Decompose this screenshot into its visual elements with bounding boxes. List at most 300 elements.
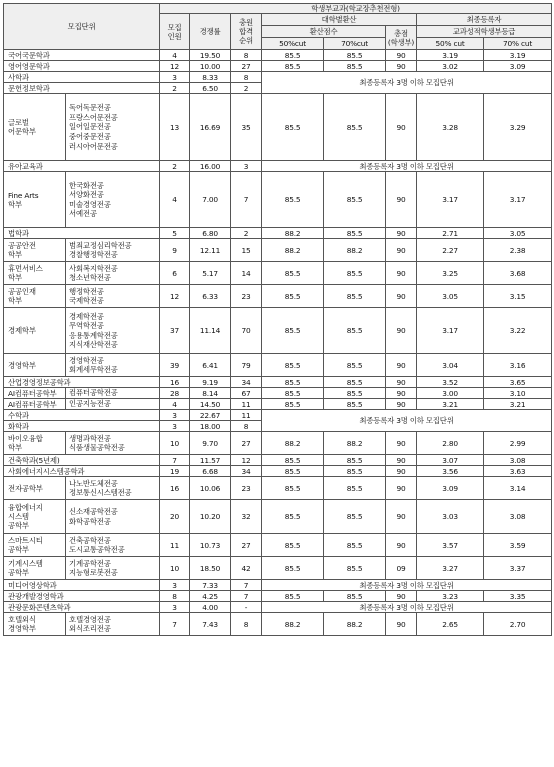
cut50-cell: 85.5 [262,466,324,477]
cut50-cell: 85.5 [262,172,324,228]
waitlist-cell: 3 [231,161,262,172]
major-item: 한국화전공 [69,180,104,190]
grade50-cell: 3.04 [417,354,484,377]
total-cell: 90 [386,308,417,354]
major-item: 식품생물공학전공 [69,443,125,453]
table-row [4,591,552,602]
grade70-cell: 3.14 [484,477,552,500]
total-cell: 90 [386,50,417,61]
waitlist-cell: 79 [231,354,262,377]
waitlist-cell: 34 [231,377,262,388]
quota-cell: 3 [160,602,190,613]
major-item: 독어독문전공 [69,103,111,113]
quota-cell: 6 [160,262,190,285]
unit-name: 호텔외식 경영학부 [4,613,66,636]
major-list [66,613,160,636]
total-cell: 90 [386,534,417,557]
total-cell: 90 [386,591,417,602]
grade70-cell: 2.38 [484,239,552,262]
total-cell: 90 [386,500,417,534]
table-row [4,399,552,410]
waitlist-cell: 35 [231,94,262,161]
major-item: 서양화전공 [69,190,104,200]
table-row [4,466,552,477]
grade50-cell: 3.27 [417,557,484,580]
waitlist-cell: 27 [231,432,262,455]
admission-results-table [3,3,552,636]
unit-name: 산업경영정보공학과 [4,377,160,388]
total-cell: 90 [386,466,417,477]
table-row [4,262,552,285]
unit-name: 경제학부 [4,308,66,354]
rate-cell: 10.06 [190,477,231,500]
unit-name: 유아교육과 [4,161,160,172]
header-track: 학생부교과(학교장추천전형) [160,4,552,14]
cut70-cell: 85.5 [324,285,386,308]
total-cell: 90 [386,477,417,500]
major-item: 건축공학전공 [69,535,111,545]
grade50-cell: 3.28 [417,94,484,161]
rate-cell: 6.33 [190,285,231,308]
header-cut50: 50%cut [262,38,324,50]
major-item: 외식조리전공 [69,624,111,634]
table-row [4,477,552,500]
cut50-cell: 85.5 [262,61,324,72]
grade70-cell: 3.59 [484,534,552,557]
total-cell: 90 [386,61,417,72]
grade50-cell: 3.23 [417,591,484,602]
grade70-cell: 3.08 [484,455,552,466]
quota-cell: 3 [160,410,190,421]
unit-name: 융합에너지 시스템 공학부 [4,500,66,534]
quota-cell: 7 [160,455,190,466]
unit-name: 사회에너지시스템공학과 [4,466,160,477]
header-grade-cut50: 50% cut [417,38,484,50]
note-cell: 최종등록자 3명 이하 모집단위 [262,580,552,591]
waitlist-cell: 15 [231,239,262,262]
major-item: 국제학전공 [69,296,104,306]
total-cell: 90 [386,455,417,466]
grade50-cell: 3.25 [417,262,484,285]
unit-name: 공공안전 학부 [4,239,66,262]
unit-name: 관광개발경영학과 [4,591,160,602]
major-item: 경제학전공 [69,311,104,321]
waitlist-cell: 27 [231,534,262,557]
cut70-cell: 85.5 [324,399,386,410]
unit-name: 미디어영상학과 [4,580,160,591]
header-unit: 모집단위 [4,4,160,50]
note-cell: 최종등록자 3명 이하 모집단위 [262,602,552,613]
major-list: 인공지능전공 [66,399,160,410]
unit-name: 국어국문학과 [4,50,160,61]
grade50-cell: 3.21 [417,399,484,410]
header-conv: 대학별환산 [262,14,417,26]
rate-cell: 10.73 [190,534,231,557]
cut70-cell: 85.5 [324,557,386,580]
rate-cell: 6.50 [190,83,231,94]
grade70-cell: 3.21 [484,399,552,410]
total-cell: 90 [386,377,417,388]
cut70-cell: 85.5 [324,172,386,228]
total-cell: 90 [386,94,417,161]
grade70-cell: 3.10 [484,388,552,399]
table-row [4,50,552,61]
unit-name: Fine Arts 학부 [4,172,66,228]
cut70-cell: 88.2 [324,432,386,455]
quota-cell: 7 [160,613,190,636]
unit-name: 문헌정보학과 [4,83,160,94]
unit-name: 공공인재 학부 [4,285,66,308]
table-row [4,308,552,354]
total-cell: 90 [386,285,417,308]
grade50-cell: 3.00 [417,388,484,399]
rate-cell: 8.14 [190,388,231,399]
quota-cell: 16 [160,377,190,388]
header-grade-cut70: 70% cut [484,38,552,50]
cut70-cell: 88.2 [324,613,386,636]
total-cell: 09 [386,557,417,580]
cut50-cell: 85.5 [262,262,324,285]
rate-cell: 5.17 [190,262,231,285]
cut50-cell: 88.2 [262,228,324,239]
major-item: 도시교통공학전공 [69,545,125,555]
quota-cell: 11 [160,534,190,557]
grade50-cell: 2.80 [417,432,484,455]
note-cell: 최종등록자 3명 이하 모집단위 [262,410,552,432]
grade50-cell: 3.52 [417,377,484,388]
header-conv-score: 환산점수 [262,26,386,38]
unit-name: 법학과 [4,228,160,239]
unit-name: 건축학과(5년제) [4,455,160,466]
major-list [66,354,160,377]
quota-cell: 20 [160,500,190,534]
major-item: 일어일문전공 [69,122,111,132]
header-cut70: 70%cut [324,38,386,50]
cut70-cell: 85.5 [324,477,386,500]
quota-cell: 12 [160,285,190,308]
waitlist-cell: 70 [231,308,262,354]
waitlist-cell: 14 [231,262,262,285]
table-row [4,557,552,580]
major-list [66,262,160,285]
waitlist-cell: 7 [231,172,262,228]
table-body [4,50,552,636]
table-row [4,239,552,262]
table-row [4,228,552,239]
rate-cell: 6.68 [190,466,231,477]
unit-name: 화학과 [4,421,160,432]
cut50-cell: 88.2 [262,432,324,455]
waitlist-cell: 8 [231,613,262,636]
grade70-cell: 3.19 [484,50,552,61]
table-row [4,432,552,455]
waitlist-cell: 67 [231,388,262,399]
cut70-cell: 85.5 [324,377,386,388]
major-list [66,308,160,354]
table-row [4,61,552,72]
quota-cell: 19 [160,466,190,477]
waitlist-cell: 11 [231,410,262,421]
quota-cell: 39 [160,354,190,377]
waitlist-cell: 2 [231,83,262,94]
waitlist-cell: - [231,602,262,613]
major-item: 지능형로봇전공 [69,568,118,578]
waitlist-cell: 8 [231,421,262,432]
major-item: 중어중문전공 [69,132,111,142]
header-quota: 모집 인원 [160,14,190,50]
note-cell: 최종등록자 3명 이하 모집단위 [262,161,552,172]
total-cell: 90 [386,613,417,636]
unit-name: 전자공학부 [4,477,66,500]
major-item: 러시아어문전공 [69,141,118,151]
rate-cell: 16.69 [190,94,231,161]
table-row [4,161,552,172]
cut50-cell: 85.5 [262,285,324,308]
unit-name: AI컴퓨터공학부 [4,388,66,399]
cut70-cell: 85.5 [324,94,386,161]
major-list [66,432,160,455]
rate-cell: 4.25 [190,591,231,602]
cut50-cell: 85.5 [262,94,324,161]
quota-cell: 3 [160,580,190,591]
grade70-cell: 3.65 [484,377,552,388]
table-row [4,172,552,228]
quota-cell: 16 [160,477,190,500]
waitlist-cell: 23 [231,285,262,308]
note-cell: 최종등록자 3명 이하 모집단위 [262,72,552,94]
major-list [66,94,160,161]
unit-name: 바이오융합 학부 [4,432,66,455]
major-list [66,172,160,228]
major-item: 행정학전공 [69,286,104,296]
waitlist-cell: 11 [231,399,262,410]
major-item: 미술경영전공 [69,199,111,209]
cut70-cell: 85.5 [324,50,386,61]
header-final-sub: 교과성적학생부등급 [417,26,552,38]
quota-cell: 3 [160,421,190,432]
waitlist-cell: 8 [231,72,262,83]
grade70-cell: 3.09 [484,61,552,72]
rate-cell: 8.33 [190,72,231,83]
cut70-cell: 85.5 [324,455,386,466]
header-total: 총점 (학생부) [386,26,417,50]
quota-cell: 4 [160,50,190,61]
cut50-cell: 88.2 [262,613,324,636]
major-list [66,477,160,500]
unit-name: 사학과 [4,72,160,83]
cut50-cell: 85.5 [262,399,324,410]
cut50-cell: 85.5 [262,534,324,557]
cut70-cell: 85.5 [324,388,386,399]
rate-cell: 18.50 [190,557,231,580]
waitlist-cell: 12 [231,455,262,466]
table-row [4,500,552,534]
header-rate: 경쟁률 [190,14,231,50]
unit-name: 영어영문학과 [4,61,160,72]
major-item: 기계공학전공 [69,558,111,568]
rate-cell: 7.00 [190,172,231,228]
total-cell: 90 [386,239,417,262]
rate-cell: 11.57 [190,455,231,466]
table-row [4,388,552,399]
major-item: 청소년학전공 [69,273,111,283]
unit-name: 기계시스템 공학부 [4,557,66,580]
rate-cell: 11.14 [190,308,231,354]
major-item: 범죄교정심리학전공 [69,240,132,250]
total-cell: 90 [386,388,417,399]
major-list [66,557,160,580]
quota-cell: 4 [160,172,190,228]
grade70-cell: 3.08 [484,500,552,534]
header-final: 최종등록자 [417,14,552,26]
quota-cell: 8 [160,591,190,602]
rate-cell: 14.50 [190,399,231,410]
cut50-cell: 85.5 [262,388,324,399]
table-row [4,354,552,377]
quota-cell: 10 [160,432,190,455]
grade70-cell: 3.35 [484,591,552,602]
grade70-cell: 3.05 [484,228,552,239]
header-waitlist: 충원 합격 순위 [231,14,262,50]
rate-cell: 18.00 [190,421,231,432]
grade50-cell: 2.27 [417,239,484,262]
table-row [4,285,552,308]
cut50-cell: 85.5 [262,477,324,500]
major-item: 경찰행정학전공 [69,250,118,260]
rate-cell: 6.41 [190,354,231,377]
major-list: 컴퓨터공학전공 [66,388,160,399]
cut70-cell: 85.5 [324,534,386,557]
rate-cell: 10.00 [190,61,231,72]
quota-cell: 12 [160,61,190,72]
total-cell: 90 [386,399,417,410]
cut70-cell: 88.2 [324,239,386,262]
rate-cell: 6.80 [190,228,231,239]
grade70-cell: 3.22 [484,308,552,354]
grade70-cell: 3.17 [484,172,552,228]
table-row [4,602,552,613]
table-row [4,377,552,388]
major-item: 무역학전공 [69,321,104,331]
major-item: 프랑스어문전공 [69,112,118,122]
quota-cell: 9 [160,239,190,262]
grade50-cell: 3.57 [417,534,484,557]
major-list [66,500,160,534]
cut70-cell: 85.5 [324,591,386,602]
grade70-cell: 3.37 [484,557,552,580]
quota-cell: 5 [160,228,190,239]
rate-cell: 22.67 [190,410,231,421]
unit-name: AI컴퓨터공학부 [4,399,66,410]
major-item: 나노반도체전공 [69,478,118,488]
unit-name: 스마트시티 공학부 [4,534,66,557]
quota-cell: 10 [160,557,190,580]
cut70-cell: 85.5 [324,262,386,285]
rate-cell: 19.50 [190,50,231,61]
cut50-cell: 85.5 [262,500,324,534]
grade50-cell: 3.07 [417,455,484,466]
rate-cell: 7.43 [190,613,231,636]
cut50-cell: 85.5 [262,591,324,602]
rate-cell: 4.00 [190,602,231,613]
grade50-cell: 3.03 [417,500,484,534]
table-row [4,455,552,466]
major-item: 사회복지학전공 [69,263,118,273]
major-item: 응용통계학전공 [69,330,118,340]
table-row [4,534,552,557]
waitlist-cell: 7 [231,591,262,602]
major-item: 정보통신시스템전공 [69,488,132,498]
grade50-cell: 3.56 [417,466,484,477]
total-cell: 90 [386,262,417,285]
unit-name: 휴먼서비스 학부 [4,262,66,285]
quota-cell: 4 [160,399,190,410]
waitlist-cell: 42 [231,557,262,580]
grade70-cell: 3.29 [484,94,552,161]
grade50-cell: 3.17 [417,308,484,354]
quota-cell: 13 [160,94,190,161]
waitlist-cell: 2 [231,228,262,239]
rate-cell: 12.11 [190,239,231,262]
grade70-cell: 2.70 [484,613,552,636]
major-item: 서예전공 [69,209,97,219]
cut70-cell: 85.5 [324,308,386,354]
rate-cell: 10.20 [190,500,231,534]
major-list [66,239,160,262]
major-list [66,285,160,308]
total-cell: 90 [386,354,417,377]
grade70-cell: 3.16 [484,354,552,377]
waitlist-cell: 23 [231,477,262,500]
waitlist-cell: 27 [231,61,262,72]
cut70-cell: 85.5 [324,500,386,534]
grade70-cell: 3.68 [484,262,552,285]
cut70-cell: 85.5 [324,354,386,377]
waitlist-cell: 32 [231,500,262,534]
cut70-cell: 85.5 [324,466,386,477]
grade50-cell: 3.19 [417,50,484,61]
major-list [66,534,160,557]
table-row [4,580,552,591]
rate-cell: 9.19 [190,377,231,388]
major-item: 생명과학전공 [69,433,111,443]
rate-cell: 7.33 [190,580,231,591]
grade50-cell: 3.05 [417,285,484,308]
waitlist-cell: 34 [231,466,262,477]
grade50-cell: 3.02 [417,61,484,72]
quota-cell: 2 [160,161,190,172]
grade50-cell: 2.65 [417,613,484,636]
table-row [4,613,552,636]
cut70-cell: 85.5 [324,228,386,239]
unit-name: 관광문화콘텐츠학과 [4,602,160,613]
quota-cell: 37 [160,308,190,354]
quota-cell: 2 [160,83,190,94]
cut70-cell: 85.5 [324,61,386,72]
major-item: 호텔경영전공 [69,614,111,624]
cut50-cell: 85.5 [262,455,324,466]
unit-name: 수학과 [4,410,160,421]
rate-cell: 16.00 [190,161,231,172]
cut50-cell: 85.5 [262,377,324,388]
table-row [4,72,552,83]
waitlist-cell: 7 [231,580,262,591]
grade70-cell: 2.99 [484,432,552,455]
grade50-cell: 2.71 [417,228,484,239]
table-row [4,94,552,161]
major-item: 화학공학전공 [69,516,111,526]
grade70-cell: 3.63 [484,466,552,477]
